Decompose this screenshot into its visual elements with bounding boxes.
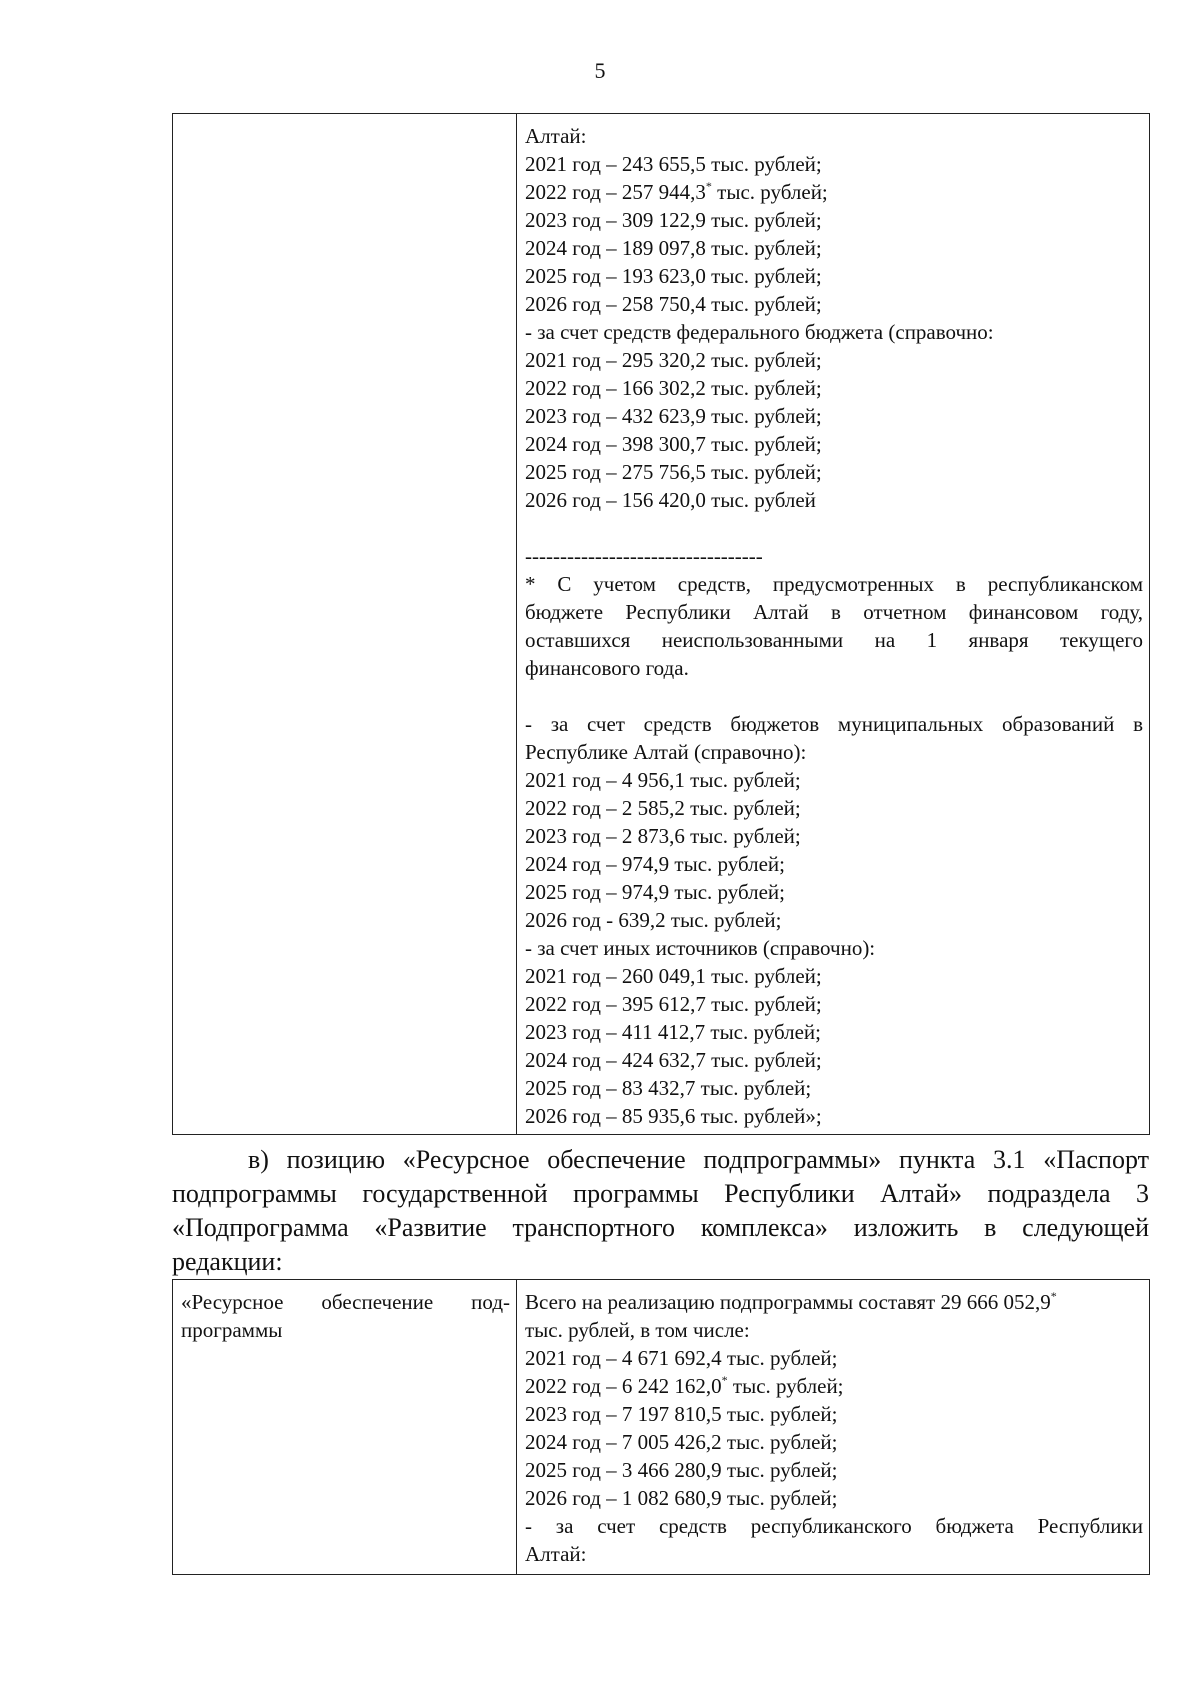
funding-line: 2024 год – 974,9 тыс. рублей; bbox=[525, 852, 786, 876]
table-row bbox=[173, 114, 1150, 1135]
left-cell-empty bbox=[173, 114, 517, 1135]
funding-line-text: 2022 год – 6 242 162,0 bbox=[525, 1374, 722, 1398]
funding-line: Алтай: bbox=[525, 124, 587, 148]
footnote-line: оставшихся неиспользованными на 1 января текущего bbox=[525, 628, 1143, 652]
funding-line: 2026 год – 1 082 680,9 тыс. рублей; bbox=[525, 1486, 838, 1510]
funding-line-text: 2022 год – 257 944,3 bbox=[525, 180, 706, 204]
footnote-asterisk: * bbox=[705, 179, 712, 193]
municipal-line: Республике Алтай (справочно): bbox=[525, 740, 807, 764]
spacer bbox=[525, 514, 1143, 542]
funding-line: 2023 год – 411 412,7 тыс. рублей; bbox=[525, 1020, 821, 1044]
funding-line: 2025 год – 193 623,0 тыс. рублей; bbox=[525, 264, 822, 288]
funding-line-suffix: тыс. рублей; bbox=[727, 1374, 844, 1398]
municipal-line: - за счет средств бюджетов муниципальных образований в bbox=[525, 712, 1143, 736]
funding-line: 2024 год – 7 005 426,2 тыс. рублей; bbox=[525, 1430, 838, 1454]
page-number: 5 bbox=[594, 58, 606, 83]
funding-line bbox=[525, 178, 1143, 206]
funding-line: 2025 год – 275 756,5 тыс. рублей; bbox=[525, 460, 822, 484]
paragraph-line: в) позицию «Ресурсное обеспечение подпрограммы» пункта 3.1 «Паспорт bbox=[248, 1145, 1149, 1174]
footnote-separator: ---------------------------------- bbox=[525, 544, 763, 568]
funding-line: - за счет средств федерального бюджета (справочно: bbox=[525, 320, 994, 344]
resource-table-continued bbox=[172, 113, 1150, 1135]
funding-line: 2023 год – 309 122,9 тыс. рублей; bbox=[525, 208, 822, 232]
left-cell-position bbox=[173, 1280, 517, 1575]
funding-line-suffix: тыс. рублей; bbox=[711, 180, 828, 204]
footnote-line: * С учетом средств, предусмотренных в республиканском bbox=[525, 572, 1143, 596]
funding-line: 2021 год – 260 049,1 тыс. рублей; bbox=[525, 964, 822, 988]
funding-line: 2023 год – 7 197 810,5 тыс. рублей; bbox=[525, 1402, 838, 1426]
footnote-line: бюджете Республики Алтай в отчетном финансовом году, bbox=[525, 600, 1143, 624]
funding-line: 2024 год – 424 632,7 тыс. рублей; bbox=[525, 1048, 822, 1072]
funding-line: 2022 год – 395 612,7 тыс. рублей; bbox=[525, 992, 822, 1016]
paragraph-line: редакции: bbox=[172, 1247, 283, 1276]
spacer bbox=[525, 682, 1143, 710]
resource-table-new bbox=[172, 1279, 1150, 1575]
total-line: тыс. рублей, в том числе: bbox=[525, 1318, 750, 1342]
amendment-paragraph bbox=[172, 1143, 1149, 1279]
funding-line: - за счет иных источников (справочно): bbox=[525, 936, 876, 960]
funding-line: 2023 год – 2 873,6 тыс. рублей; bbox=[525, 824, 801, 848]
right-cell-funding bbox=[517, 1280, 1150, 1575]
paragraph-line: подпрограммы государственной программы Республики Алтай» подраздела 3 bbox=[172, 1179, 1149, 1208]
funding-line: 2025 год – 974,9 тыс. рублей; bbox=[525, 880, 786, 904]
funding-line: 2026 год - 639,2 тыс. рублей; bbox=[525, 908, 782, 932]
right-cell-funding bbox=[517, 114, 1150, 1135]
paragraph-line: «Подпрограмма «Развитие транспортного комплекса» изложить в следующей bbox=[172, 1213, 1149, 1242]
footnote-asterisk: * bbox=[1050, 1289, 1057, 1303]
funding-line: 2022 год – 2 585,2 тыс. рублей; bbox=[525, 796, 801, 820]
table-row bbox=[173, 1280, 1150, 1575]
funding-line: 2021 год – 243 655,5 тыс. рублей; bbox=[525, 152, 822, 176]
funding-line: 2026 год – 258 750,4 тыс. рублей; bbox=[525, 292, 822, 316]
funding-line: 2021 год – 295 320,2 тыс. рублей; bbox=[525, 348, 822, 372]
footnote-line: финансового года. bbox=[525, 656, 689, 680]
funding-line: 2021 год – 4 671 692,4 тыс. рублей; bbox=[525, 1346, 838, 1370]
position-title-line: программы bbox=[181, 1318, 283, 1342]
funding-line: 2023 год – 432 623,9 тыс. рублей; bbox=[525, 404, 822, 428]
total-line bbox=[525, 1288, 1143, 1316]
funding-line: 2026 год – 85 935,6 тыс. рублей»; bbox=[525, 1104, 822, 1128]
funding-line: 2021 год – 4 956,1 тыс. рублей; bbox=[525, 768, 801, 792]
funding-line: 2024 год – 189 097,8 тыс. рублей; bbox=[525, 236, 822, 260]
funding-line bbox=[525, 1372, 1143, 1400]
republic-line: - за счет средств республиканского бюджета Республики bbox=[525, 1514, 1143, 1538]
republic-line: Алтай: bbox=[525, 1542, 587, 1566]
total-line-text: Всего на реализацию подпрограммы составят 29 666 052,9 bbox=[525, 1290, 1051, 1314]
funding-line: 2024 год – 398 300,7 тыс. рублей; bbox=[525, 432, 822, 456]
funding-line: 2025 год – 83 432,7 тыс. рублей; bbox=[525, 1076, 812, 1100]
funding-line: 2025 год – 3 466 280,9 тыс. рублей; bbox=[525, 1458, 838, 1482]
funding-line: 2022 год – 166 302,2 тыс. рублей; bbox=[525, 376, 822, 400]
footnote-asterisk: * bbox=[721, 1373, 728, 1387]
funding-line: 2026 год – 156 420,0 тыс. рублей bbox=[525, 488, 816, 512]
position-title-line: «Ресурсное обеспечение под- bbox=[181, 1290, 510, 1314]
